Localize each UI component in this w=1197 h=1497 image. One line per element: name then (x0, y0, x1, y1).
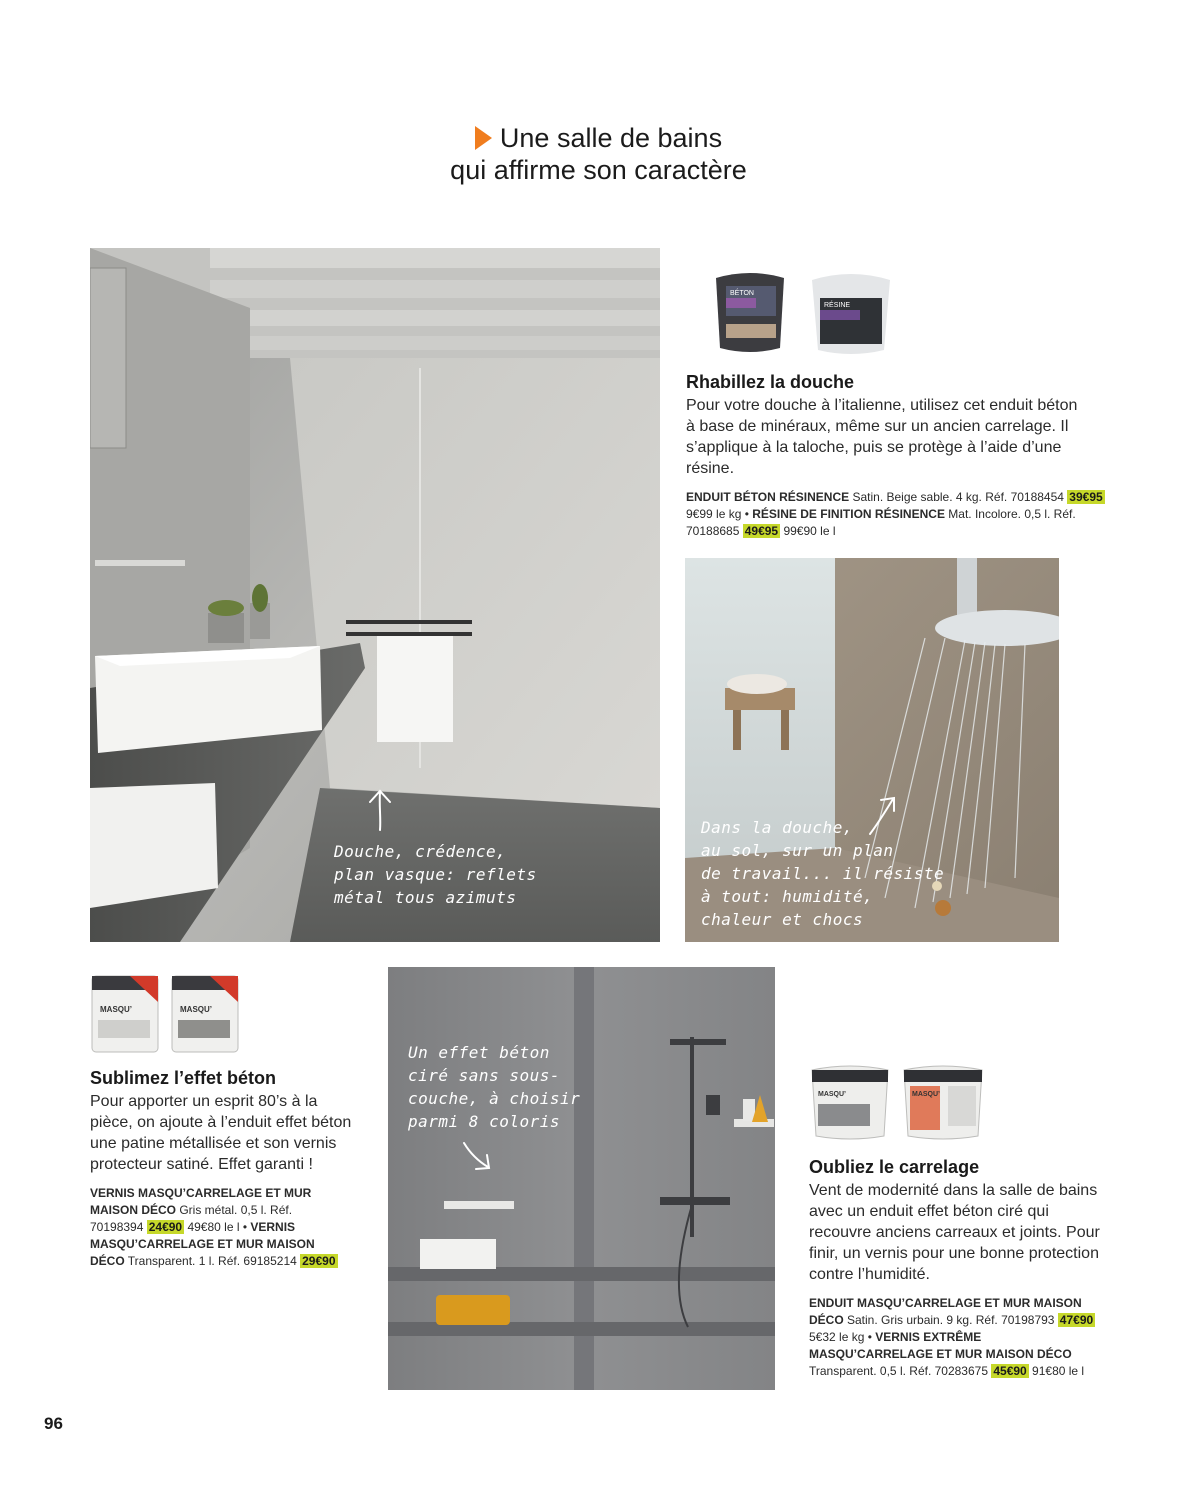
unit-price: 9€99 le kg • (686, 507, 753, 521)
shower-photo (685, 558, 1059, 942)
section-heading: Sublimez l’effet béton (90, 1068, 277, 1088)
product-name: ENDUIT MASQU’CARRELAGE ET MUR MAISON DÉCO (809, 1296, 1082, 1327)
product-desc: Transparent. 0,5 l. Réf. 70283675 (809, 1364, 992, 1378)
photo-note-3: Un effet béton ciré sans sous- couche, à choisir parmi 8 coloris (408, 1043, 581, 1131)
page-number: 96 (44, 1414, 63, 1433)
product-image-group-1 (710, 268, 910, 358)
price-badge: 49€95 (744, 524, 779, 538)
title-line-2: qui affirme son caractère (450, 155, 747, 185)
product-name: ENDUIT BÉTON RÉSINENCE (686, 490, 850, 504)
arrow-triangle-icon (475, 126, 492, 150)
svg-text:MASQU’: MASQU’ (912, 1091, 940, 1098)
product-spec (809, 1295, 1107, 1380)
photo-note-1: Douche, crédence, plan vasque: reflets métal tous azimuts (334, 842, 537, 907)
section-oubliez-le-carrelage (809, 1156, 1109, 1380)
unit-price: 49€80 le l • (184, 1220, 251, 1234)
section-body: Pour votre douche à l’italienne, utilisez cet enduit béton à base de minéraux, même sur un ancien carrelage. Il s’applique à la taloche, puis se protège à l’aide d’une résine. (686, 397, 1078, 477)
product-name: RÉSINE DE FINITION RÉSINENCE (752, 507, 945, 521)
section-body: Vent de modernité dans la salle de bains avec un enduit effet béton ciré qui recouvre anciens carreaux et joints. Pour finir, un vernis pour une bonne protection contre l’humidité. (809, 1182, 1100, 1283)
section-heading: Oubliez le carrelage (809, 1157, 980, 1177)
title-line-1: Une salle de bains (499, 123, 723, 153)
product-pot-resine (806, 268, 896, 358)
product-spec (90, 1185, 340, 1270)
section-sublimez-effet-beton (90, 1067, 355, 1270)
product-desc: Gris métal. 0,5 l. Réf. 70198394 (90, 1203, 293, 1234)
price-badge: 47€90 (1059, 1313, 1094, 1327)
product-desc: Mat. Incolore. 0,5 l. Réf. 70188685 (686, 507, 1076, 538)
product-name: VERNIS MASQU’CARRELAGE ET MUR MAISON DÉCO (90, 1220, 315, 1268)
product-name: VERNIS EXTRÊME MASQU’CARRELAGE ET MUR MAISON DÉCO (809, 1330, 1072, 1361)
photo-note-2: Dans la douche, au sol, sur un plan de travail... il résiste à tout: humidité, chaleur et chocs (701, 818, 945, 929)
bathroom-photo-main (90, 248, 660, 942)
price-badge: 29€90 (302, 1254, 336, 1268)
unit-price: 91€80 le l (1028, 1364, 1085, 1378)
section-rhabillez-la-douche (686, 371, 1106, 540)
svg-text:BÉTON: BÉTON (730, 290, 754, 297)
product-desc: Transparent. 1 l. Réf. 69185214 (124, 1254, 301, 1268)
product-pot-beton (710, 268, 790, 358)
section-body: Pour apporter un esprit 80’s à la pièce, on ajoute à l’enduit effet béton une patine métallisée et son vernis protecteur satiné. Effet garanti ! (90, 1093, 352, 1173)
product-desc: Satin. Beige sable. 4 kg. Réf. 70188454 (849, 490, 1068, 504)
product-pot-masqu-1 (90, 972, 160, 1056)
price-badge: 45€90 (993, 1364, 1027, 1378)
shower-wall-photo (388, 967, 775, 1390)
svg-text:MASQU’: MASQU’ (818, 1091, 846, 1098)
svg-text:MASQU’: MASQU’ (180, 1005, 212, 1014)
unit-price: 99€90 le l (780, 524, 836, 538)
product-pot-masqu-2 (170, 972, 240, 1056)
arrow-down-right-icon (460, 1139, 494, 1173)
product-desc: Satin. Gris urbain. 9 kg. Réf. 70198793 (843, 1313, 1058, 1327)
product-image-group-3 (808, 1062, 998, 1144)
product-spec (686, 489, 1106, 540)
product-pot-masqu-3 (808, 1062, 892, 1142)
product-image-group-2 (90, 972, 250, 1056)
unit-price: 5€32 le kg • (809, 1330, 876, 1344)
product-name: VERNIS MASQU’CARRELAGE ET MUR MAISON DÉCO (90, 1186, 312, 1217)
svg-text:RÉSINE: RÉSINE (824, 302, 851, 309)
page-title (0, 122, 1197, 186)
price-badge: 24€90 (148, 1220, 183, 1234)
arrow-up-icon (365, 788, 395, 832)
section-heading: Rhabillez la douche (686, 372, 855, 392)
price-badge: 39€95 (1069, 490, 1103, 504)
product-pot-masqu-4 (900, 1062, 986, 1142)
svg-text:MASQU’: MASQU’ (100, 1005, 132, 1014)
